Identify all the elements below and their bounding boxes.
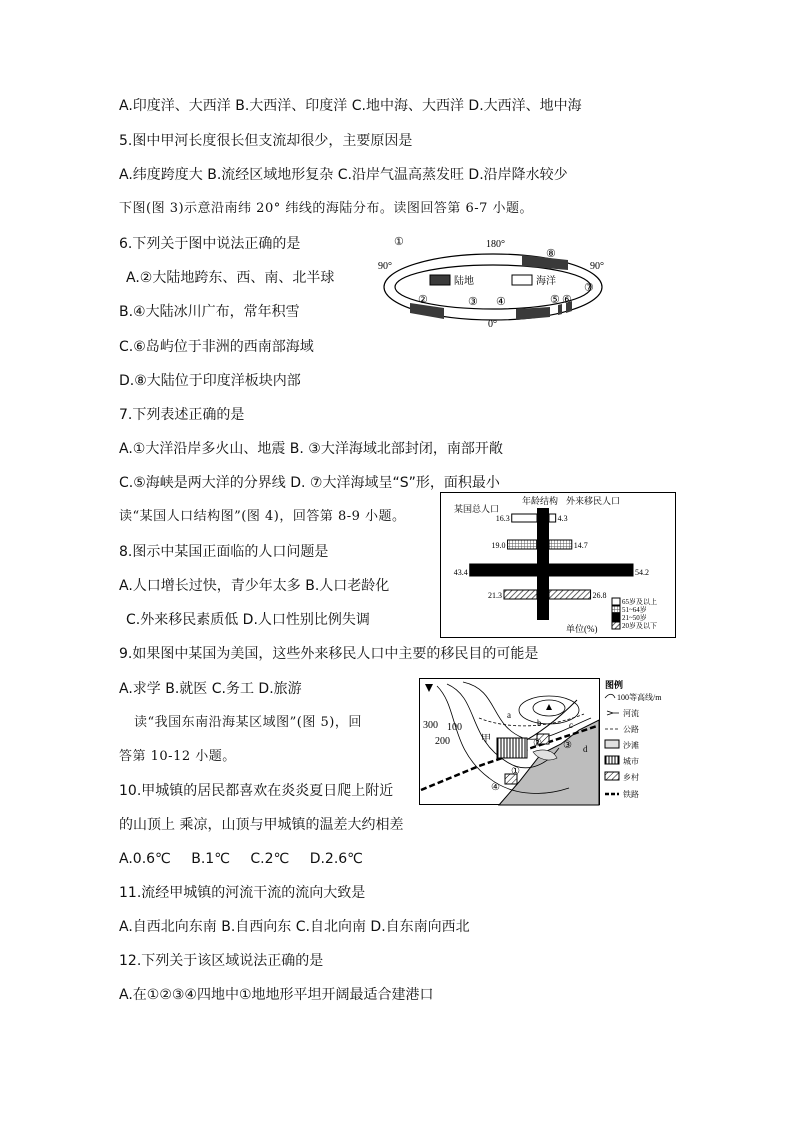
- place-1: ①: [511, 766, 520, 777]
- legend-contour-symbol: [605, 694, 615, 698]
- place-b: b: [537, 718, 542, 728]
- question-7-options-cd: C.⑤海峡是两大洋的分界线 D. ⑦大洋海域呈“S”形，面积最小: [119, 475, 500, 491]
- intro-10-12-line2: 答第 10-12 小题。: [119, 749, 236, 764]
- deg-right: 90°: [590, 261, 604, 272]
- place-a: a: [507, 710, 511, 720]
- unit-label: 单位(%): [566, 624, 598, 634]
- label-3: ③: [468, 296, 478, 308]
- figure-3-land-sea-ring: [372, 233, 614, 329]
- question-5-options: A.纬度跨度大 B.流经区域地形复杂 C.沿岸气温高蒸发旺 D.沿岸降水较少: [119, 167, 568, 183]
- legend-land-swatch: [430, 275, 450, 285]
- question-6: 6.下列关于图中说法正确的是: [119, 236, 301, 252]
- city-jia: [497, 738, 527, 758]
- question-12-option-a: A.在①②③④四地中①地地形平坦开阔最适合建港口: [119, 987, 434, 1003]
- legend-label-21: 21~50岁: [622, 614, 647, 622]
- legend-highway: 公路: [623, 725, 639, 734]
- question-12: 12.下列关于该区域说法正确的是: [119, 953, 324, 969]
- question-10-line2: 的山顶上 乘凉，山顶与甲城镇的温差大约相差: [119, 817, 404, 833]
- bar-total-0: [512, 514, 537, 522]
- bar-immigrant-3: [549, 590, 591, 599]
- question-6-option-a: A.②大陆地跨东、西、南、北半球: [126, 270, 335, 286]
- legend-village-symbol: [605, 772, 619, 780]
- contour-label-200: 200: [435, 736, 450, 747]
- label-total-1: 19.0: [491, 541, 506, 550]
- deg-bottom: 0°: [488, 319, 497, 329]
- label-6: ⑥: [562, 294, 572, 306]
- title-total: 某国总人口: [454, 504, 500, 514]
- legend-city-symbol: [605, 756, 619, 764]
- land-segment-bottom-right: [516, 307, 550, 320]
- label-4: ④: [496, 296, 506, 308]
- legend-land-label: 陆地: [454, 276, 474, 287]
- deg-left: 90°: [378, 261, 392, 272]
- bar-immigrant-1: [549, 540, 572, 549]
- deg-top: 180°: [486, 239, 505, 250]
- place-c: c: [569, 720, 573, 730]
- fig5-legend: [605, 679, 662, 799]
- bar-immigrant-0: [549, 514, 556, 522]
- label-total-0: 16.3: [495, 514, 510, 523]
- question-9-options: A.求学 B.就医 C.务工 D.旅游: [119, 681, 302, 697]
- label-5: ⑤: [550, 294, 560, 306]
- legend-label-20: 20岁及以下: [622, 622, 657, 630]
- label-immigrant-1: 14.7: [573, 541, 588, 550]
- legend-swatch-51: [612, 606, 620, 613]
- place-d: d: [583, 744, 588, 754]
- q10-option-d: D.2.6℃: [309, 851, 363, 867]
- legend-railway: 铁路: [623, 790, 639, 799]
- question-10-options: [119, 850, 363, 868]
- legend-label-51: 51~64岁: [622, 606, 647, 614]
- question-8-options-ab: A.人口增长过快，青少年太多 B.人口老龄化: [119, 578, 390, 594]
- legend-title: 图例: [605, 680, 624, 690]
- legend-village: 乡村: [623, 773, 639, 782]
- label-7: ⑦: [584, 282, 594, 294]
- legend-river-symbol: [607, 711, 619, 715]
- question-6-option-b: B.④大陆冰川广布，常年积雪: [119, 304, 300, 320]
- age-axis: [537, 508, 549, 620]
- legend-swatch-65: [612, 598, 620, 605]
- question-6-option-c: C.⑥岛屿位于非洲的西南部海域: [119, 339, 314, 355]
- question-11-options: A.自西北向东南 B.自西向东 C.自北向南 D.自东南向西北: [119, 919, 470, 935]
- legend-swatch-21: [612, 614, 620, 621]
- legend-city: 城市: [623, 757, 639, 766]
- label-immigrant-2: 54.2: [635, 568, 650, 577]
- legend-beach: 沙滩: [623, 741, 639, 750]
- place-2: ②: [533, 738, 542, 749]
- legend-contour: 100等高线/m: [617, 693, 662, 702]
- question-11: 11.流经甲城镇的河流干流的流向大致是: [119, 885, 366, 901]
- legend-river: 河流: [623, 709, 639, 718]
- question-10-line1: 10.甲城镇的居民都喜欢在炎炎夏日爬上附近: [119, 783, 394, 799]
- label-2: ②: [418, 294, 428, 306]
- legend-swatch-20: [612, 622, 620, 629]
- q10-option-b: B.1℃: [191, 851, 230, 867]
- label-immigrant-3: 26.8: [592, 591, 607, 600]
- place-3: ③: [563, 740, 572, 751]
- title-age: 年龄结构: [522, 496, 559, 506]
- intro-10-12-line1: 读“我国东南沿海某区域图”(图 5)，回: [134, 715, 362, 730]
- question-7-options-ab: A.①大洋沿岸多火山、地震 B. ③大洋海域北部封闭，南部开敞: [119, 441, 503, 457]
- place-4: ④: [491, 782, 500, 793]
- bar-total-2: [470, 564, 537, 576]
- question-9: 9.如果图中某国为美国，这些外来移民人口中主要的移民目的可能是: [119, 646, 539, 662]
- place-jia: 甲: [481, 734, 491, 745]
- question-7: 7.下列表述正确的是: [119, 407, 245, 423]
- label-total-2: 43.4: [453, 568, 468, 577]
- contour-label-100: 100: [447, 722, 462, 733]
- legend-ocean-swatch: [512, 275, 532, 285]
- legend-ocean-label: 海洋: [536, 276, 556, 287]
- bar-immigrant-2: [549, 564, 633, 576]
- figure-4-population-structure: [440, 492, 676, 638]
- question-8-options-cd: C.外来移民素质低 D.人口性别比例失调: [126, 612, 370, 628]
- contour-label-300: 300: [423, 720, 438, 731]
- figure-5-coastal-region: [419, 678, 681, 806]
- intro-8-9: 读“某国人口结构图”(图 4)，回答第 8-9 小题。: [119, 509, 406, 524]
- label-total-3: 21.3: [487, 591, 502, 600]
- q4-options: A.印度洋、大西洋 B.大西洋、印度洋 C.地中海、大西洋 D.大西洋、地中海: [119, 98, 582, 114]
- label-immigrant-0: 4.3: [557, 514, 568, 523]
- label-8: ⑧: [546, 248, 556, 260]
- q10-option-a: A.0.6℃: [119, 851, 171, 867]
- question-6-option-d: D.⑧大陆位于印度洋板块内部: [119, 373, 301, 389]
- label-1: ①: [394, 236, 404, 248]
- bar-total-1: [508, 540, 537, 549]
- legend-label-65: 65岁及以上: [622, 598, 657, 606]
- intro-6-7: 下图(图 3)示意沿南纬 20° 纬线的海陆分布。读图回答第 6-7 小题。: [119, 201, 534, 216]
- question-8: 8.图示中某国正面临的人口问题是: [119, 544, 329, 560]
- title-immigrant: 外来移民人口: [566, 496, 621, 506]
- question-5: 5.图中甲河长度很长但支流却很少，主要原因是: [119, 133, 413, 149]
- legend-beach-symbol: [605, 740, 619, 748]
- bar-total-3: [504, 590, 537, 599]
- q10-option-c: C.2℃: [250, 851, 290, 867]
